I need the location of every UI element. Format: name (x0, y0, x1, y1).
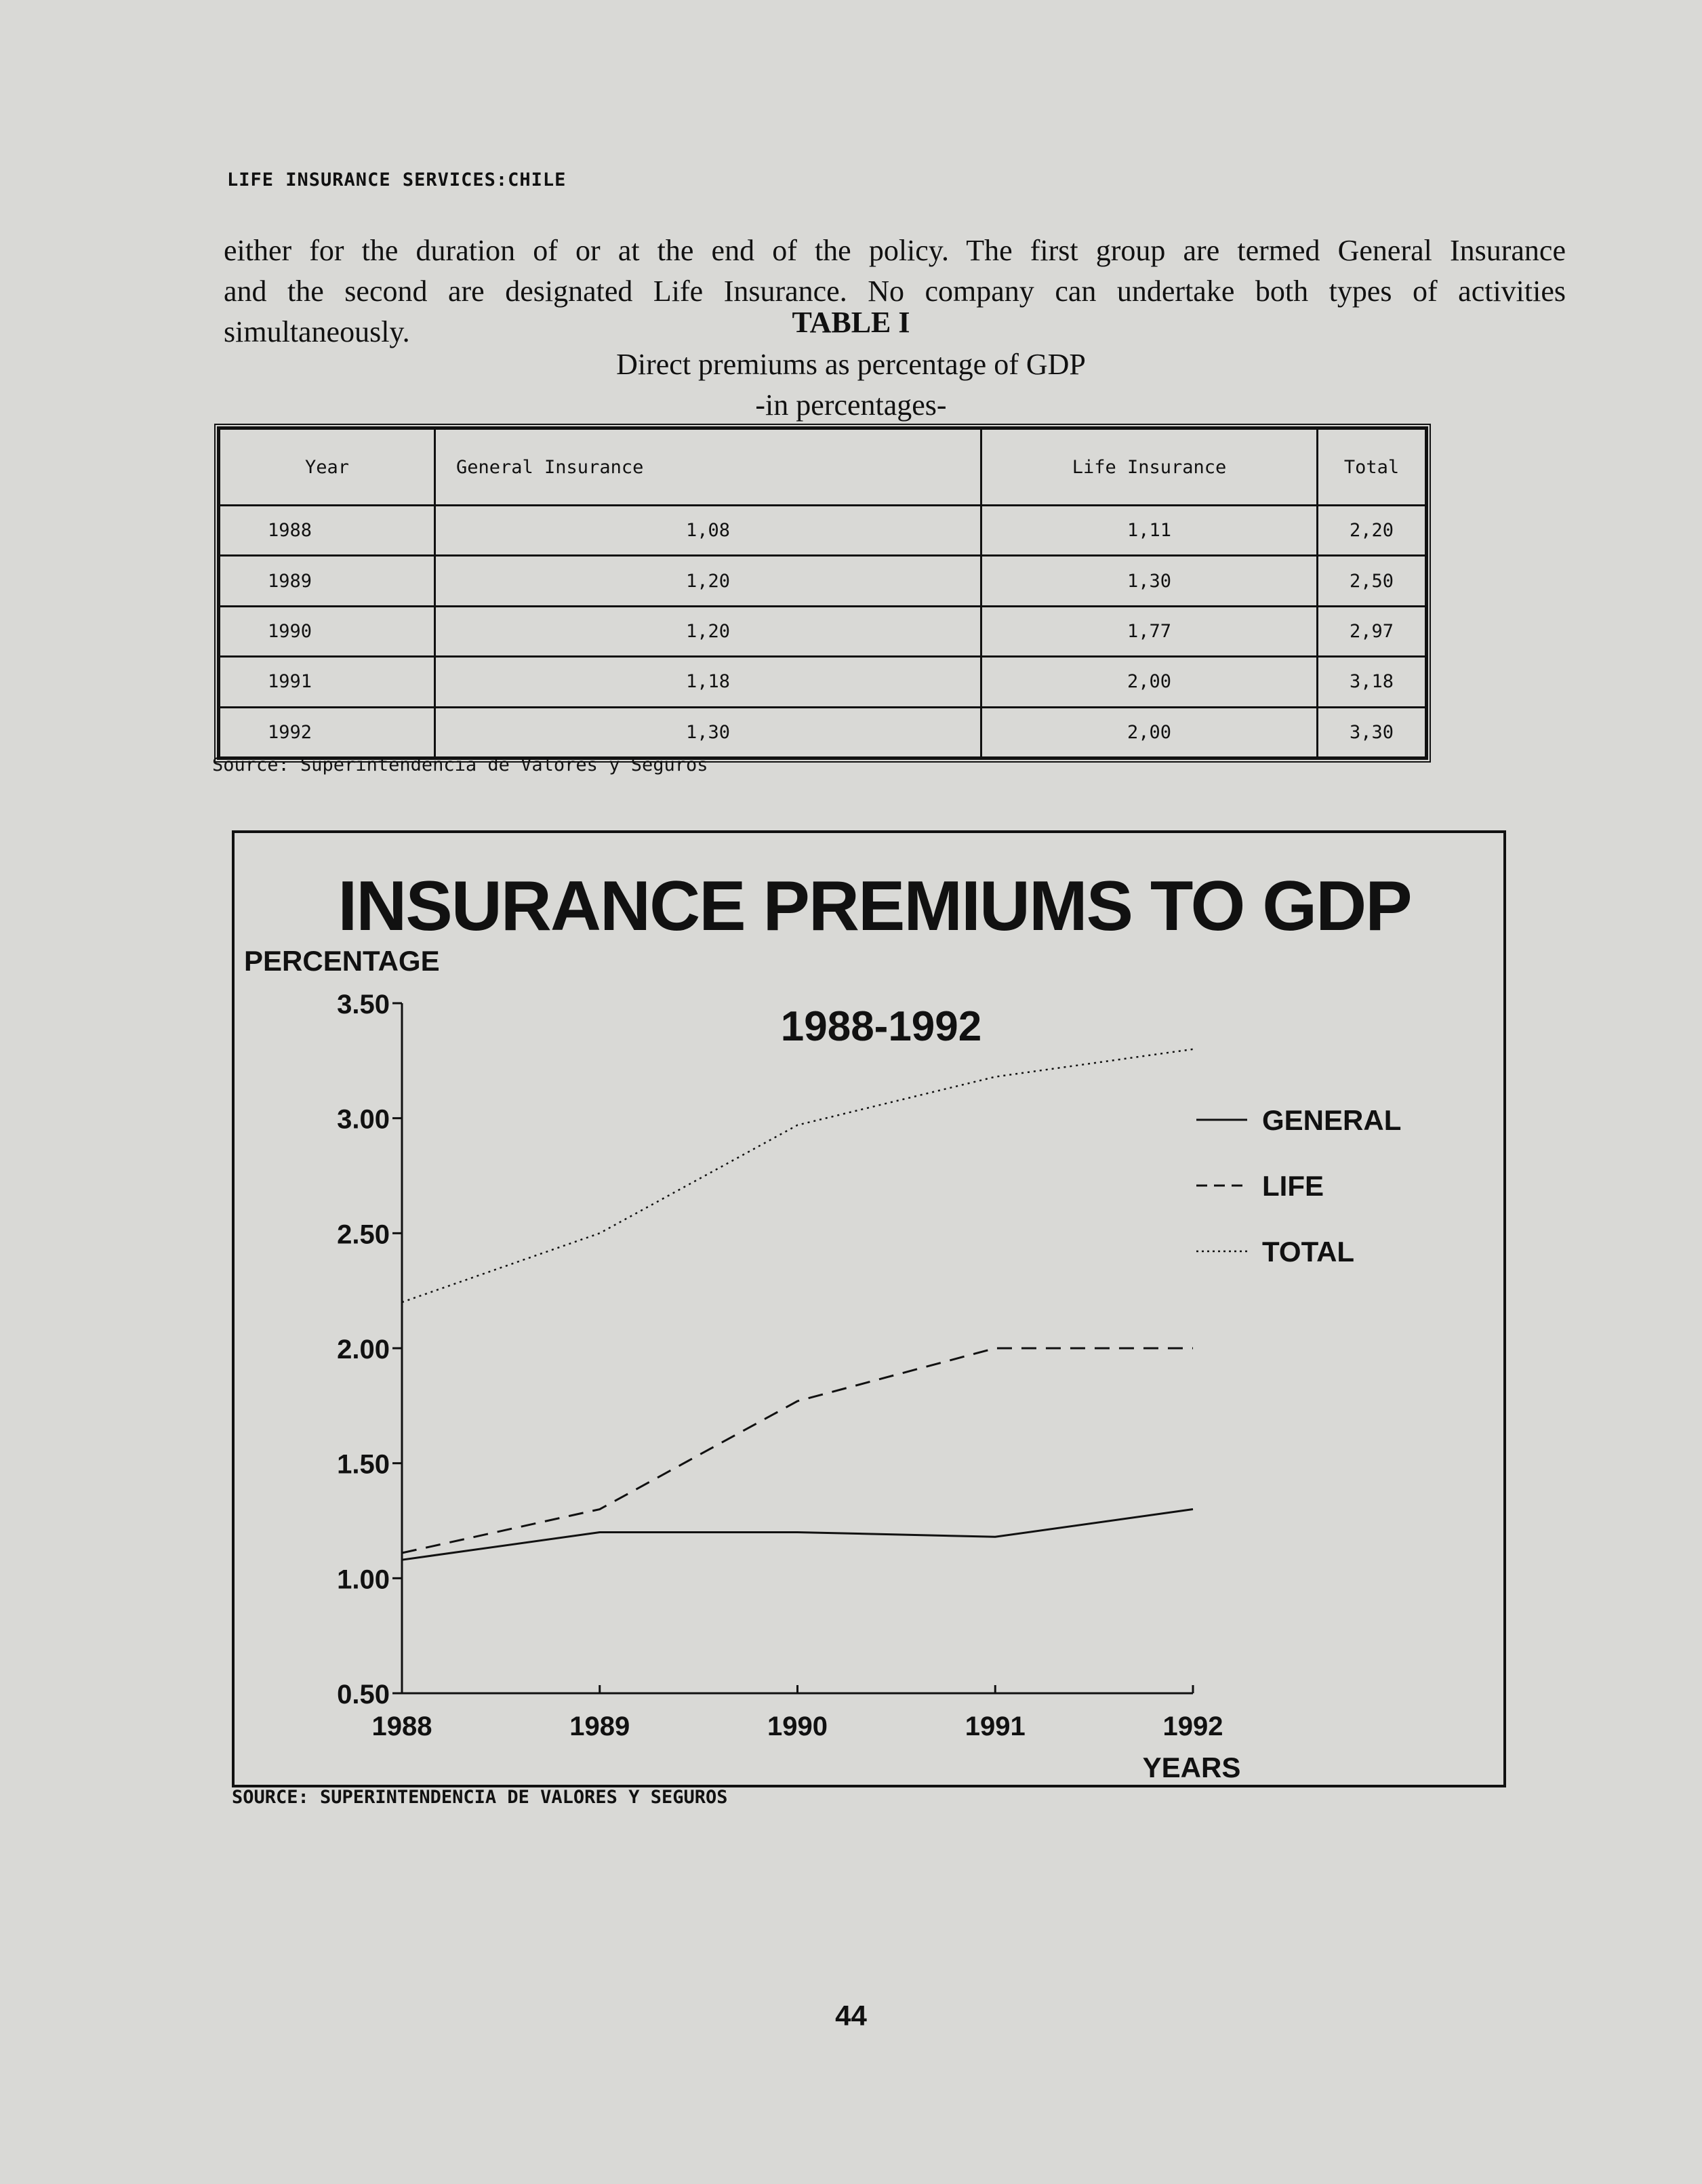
x-tick-label: 1991 (965, 1712, 1026, 1741)
page-number: 44 (835, 2000, 867, 2031)
y-tick-label: 3.50 (337, 990, 390, 1019)
table-cell: 2,00 (981, 707, 1318, 757)
table-header-cell: General Insurance (435, 429, 981, 506)
chart-subtitle: 1988-1992 (780, 1003, 982, 1050)
legend-label-life: LIFE (1262, 1170, 1324, 1202)
table-cell: 1992 (220, 707, 435, 757)
y-tick-label: 1.50 (337, 1449, 390, 1480)
y-tick-label: 0.50 (337, 1680, 390, 1710)
y-tick-label: 1.00 (337, 1564, 390, 1595)
y-tick-label: 2.50 (337, 1219, 390, 1250)
table-header-cell: Total (1318, 429, 1426, 506)
body-line: and the second are designated Life Insurance. No company can undertake both types of activities simultaneously. (224, 275, 1566, 348)
table-title: TABLE I (792, 306, 910, 339)
table-cell: 1988 (220, 506, 435, 556)
table-cell: 1,30 (435, 707, 981, 757)
table-cell: 3,30 (1318, 707, 1426, 757)
table-cell: 2,97 (1318, 606, 1426, 656)
table-cell: 1,11 (981, 506, 1318, 556)
series-line-life (402, 1348, 1193, 1553)
table-cell: 2,20 (1318, 506, 1426, 556)
table-source: Source: Superintendencia de Valores y Seguros (212, 754, 708, 775)
table-cell: 1,08 (435, 506, 981, 556)
chart-source: SOURCE: SUPERINTENDENCIA DE VALORES Y SEGUROS (232, 1787, 728, 1808)
table-subtitle-units: -in percentages- (755, 388, 947, 422)
running-head: LIFE INSURANCE SERVICES:CHILE (227, 169, 567, 190)
table-cell: 1,30 (981, 556, 1318, 606)
body-line: either for the duration of or at the end of the policy. The first group are termed General Insurance (224, 234, 1566, 267)
y-axis-label: PERCENTAGE (244, 945, 440, 977)
table-cell: 2,00 (981, 657, 1318, 707)
y-tick-label: 3.00 (337, 1104, 390, 1135)
table-cell: 1,20 (435, 606, 981, 656)
x-tick-label: 1990 (767, 1712, 828, 1741)
legend-label-total: TOTAL (1262, 1236, 1355, 1268)
x-axis-label: YEARS (1142, 1752, 1241, 1783)
table-cell: 3,18 (1318, 657, 1426, 707)
x-tick-label: 1992 (1162, 1712, 1223, 1741)
table-subtitle: Direct premiums as percentage of GDP (616, 348, 1086, 381)
table-cell: 1989 (220, 556, 435, 606)
table-cell: 1990 (220, 606, 435, 656)
table-cell: 1991 (220, 657, 435, 707)
table-cell: 1,77 (981, 606, 1318, 656)
legend-label-general: GENERAL (1262, 1104, 1402, 1136)
series-line-total (402, 1049, 1193, 1302)
x-tick-label: 1989 (569, 1712, 630, 1741)
chart-title: INSURANCE PREMIUMS TO GDP (338, 867, 1411, 946)
series-line-general (402, 1510, 1193, 1560)
table-header-cell: Life Insurance (981, 429, 1318, 506)
table-header-cell: Year (220, 429, 435, 506)
x-tick-label: 1988 (371, 1712, 432, 1741)
table-cell: 2,50 (1318, 556, 1426, 606)
table-cell: 1,18 (435, 657, 981, 707)
y-tick-label: 2.00 (337, 1335, 390, 1364)
table-cell: 1,20 (435, 556, 981, 606)
